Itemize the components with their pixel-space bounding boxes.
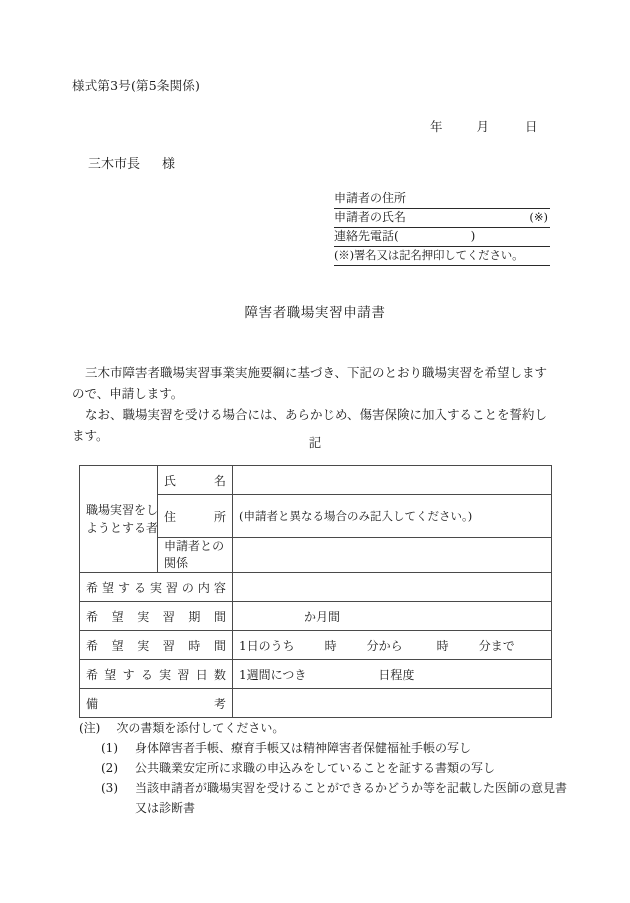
remarks-label-cell bbox=[80, 689, 233, 718]
note-item-3-text: 当該申請者が職場実習を受けることができるかどうか等を記載した医師の意見書 bbox=[135, 781, 568, 795]
days-label: 希 望 す る 実 習 日 数 bbox=[86, 667, 226, 682]
note-item-3 bbox=[79, 778, 568, 798]
hours-hour-end: 時 bbox=[436, 638, 449, 653]
hours-value-cell[interactable] bbox=[233, 631, 552, 660]
name-value-cell[interactable] bbox=[233, 466, 552, 495]
date-line bbox=[430, 117, 538, 135]
table-row bbox=[80, 660, 552, 689]
period-label-cell bbox=[80, 602, 233, 631]
applicant-phone-label: 連絡先電話( ) bbox=[334, 229, 476, 243]
days-label-cell bbox=[80, 660, 233, 689]
body-paragraph-1: 三木市障害者職場実習事業実施要綱に基づき、下記のとおり職場実習を希望しますので、申請します。 bbox=[72, 365, 548, 401]
note-item-2-number: (2) bbox=[101, 761, 118, 775]
hours-hour-start: 時 bbox=[324, 638, 337, 653]
table-row bbox=[80, 602, 552, 631]
applicant-phone-field[interactable] bbox=[334, 228, 550, 247]
days-suffix: 日程度 bbox=[378, 667, 415, 682]
address-label: 住 所 bbox=[164, 509, 226, 524]
hours-minute-start: 分から bbox=[366, 638, 403, 653]
remarks-value-cell[interactable] bbox=[233, 689, 552, 718]
hours-label: 希 望 実 習 時 間 bbox=[86, 638, 226, 653]
hours-prefix: 1日のうち bbox=[239, 638, 295, 653]
note-item-2 bbox=[79, 758, 559, 778]
addressee bbox=[88, 153, 175, 172]
relationship-value-cell[interactable] bbox=[233, 538, 552, 573]
relationship-label-line1: 申 請 者 と の bbox=[164, 539, 225, 553]
date-month-label: 月 bbox=[476, 119, 490, 134]
address-label-cell bbox=[158, 495, 233, 538]
note-item-2-text: 公共職業安定所に求職の申込みをしていることを証する書類の写し bbox=[135, 761, 496, 775]
applicant-name-seal-mark: (※) bbox=[529, 210, 548, 224]
applicant-name-label: 申請者の氏名 bbox=[334, 210, 407, 224]
date-year-label: 年 bbox=[430, 119, 443, 134]
applicant-address-label: 申請者の住所 bbox=[334, 191, 407, 205]
note-item-1-number: (1) bbox=[101, 741, 118, 755]
addressee-name: 三木市長 bbox=[88, 157, 141, 172]
note-item-3-number: (3) bbox=[101, 781, 118, 795]
subject-person-label-line1: 職場実習をし bbox=[86, 503, 159, 517]
content-label: 希 望 す る 実 習 の 内 容 bbox=[86, 580, 226, 595]
note-item-1 bbox=[79, 738, 559, 758]
hours-minute-end: 分まで bbox=[478, 638, 515, 653]
hours-label-cell bbox=[80, 631, 233, 660]
table-row bbox=[80, 466, 552, 495]
name-label-cell bbox=[158, 466, 233, 495]
seal-instruction: (※)署名又は記名押印してください。 bbox=[334, 247, 550, 266]
notes-heading-text: 次の書類を添付してください。 bbox=[116, 721, 285, 735]
days-value-cell[interactable] bbox=[233, 660, 552, 689]
document-title: 障害者職場実習申請書 bbox=[244, 305, 386, 321]
period-unit: か月間 bbox=[304, 609, 341, 624]
notes-section bbox=[79, 718, 568, 818]
period-value-cell[interactable] bbox=[233, 602, 552, 631]
days-hint bbox=[239, 668, 414, 682]
relationship-label-line2: 関 係 bbox=[164, 556, 189, 570]
period-label: 希 望 実 習 期 間 bbox=[86, 609, 226, 624]
subject-person-label-line2: ようとする者 bbox=[86, 521, 159, 535]
table-row bbox=[80, 573, 552, 602]
table-row bbox=[80, 631, 552, 660]
table-row bbox=[80, 689, 552, 718]
addressee-honorific: 様 bbox=[162, 157, 176, 172]
content-value-cell[interactable] bbox=[233, 573, 552, 602]
application-table bbox=[79, 465, 552, 718]
address-value-cell[interactable]: (申請者と異なる場合のみ記入してください。) bbox=[233, 495, 552, 538]
applicant-info-block bbox=[334, 190, 550, 266]
note-item-3-continuation: 又は診断書 bbox=[135, 801, 196, 815]
content-label-cell bbox=[80, 573, 233, 602]
body-paragraph-2: なお、職場実習を受ける場合には、あらかじめ、傷害保険に加入することを誓約します。 bbox=[72, 407, 548, 443]
notes-heading bbox=[79, 718, 559, 738]
notes-heading-mark: (注) bbox=[79, 721, 101, 735]
applicant-name-field[interactable] bbox=[334, 209, 550, 228]
relationship-label-cell bbox=[158, 538, 233, 573]
form-number: 様式第3号(第5条関係) bbox=[72, 78, 201, 93]
days-prefix: 1週間につき bbox=[239, 667, 307, 682]
subject-person-label bbox=[80, 466, 158, 573]
relationship-label bbox=[164, 538, 226, 572]
name-label: 氏 名 bbox=[164, 473, 226, 488]
remarks-label: 備 考 bbox=[86, 696, 226, 711]
hours-hint bbox=[239, 639, 515, 653]
kijou-marker: 記 bbox=[308, 435, 322, 450]
applicant-address-field[interactable] bbox=[334, 190, 550, 209]
date-day-label: 日 bbox=[525, 119, 538, 134]
note-item-1-text: 身体障害者手帳、療育手帳又は精神障害者保健福祉手帳の写し bbox=[135, 741, 472, 755]
